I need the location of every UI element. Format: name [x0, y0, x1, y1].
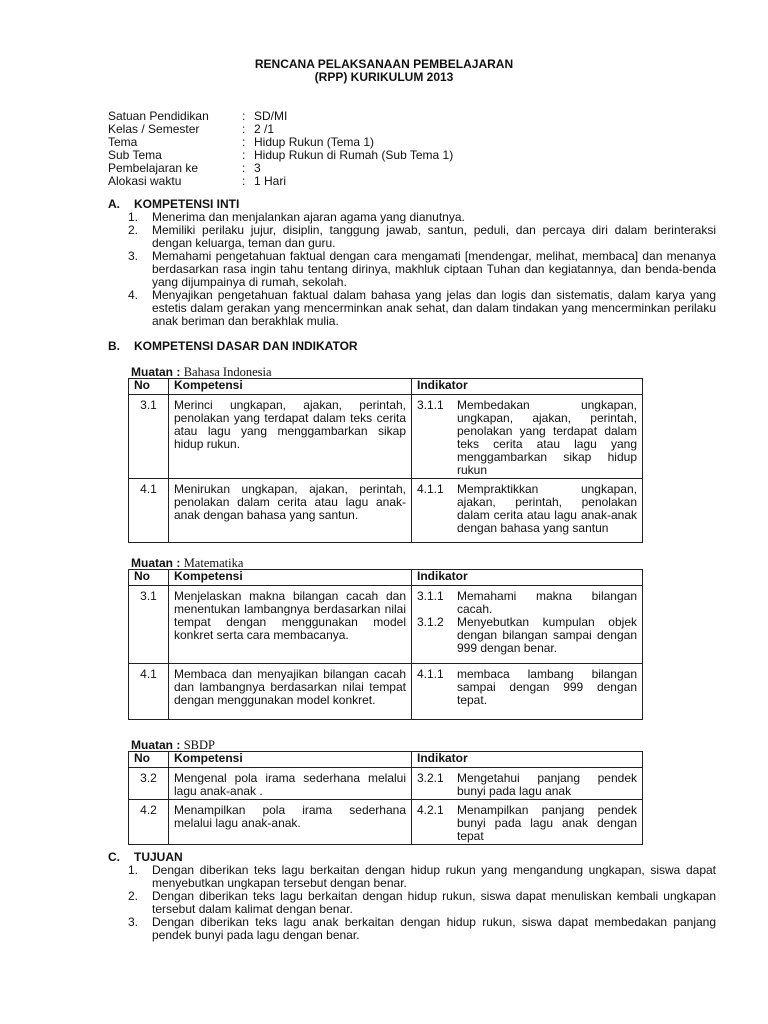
col-ind-header: Indikator	[412, 752, 643, 768]
col-no-header: No	[129, 379, 169, 395]
muatan-label: Muatan : Bahasa Indonesia	[131, 365, 272, 379]
muatan-label: Muatan : SBDP	[131, 738, 215, 752]
list-item: 3. Memahami pengetahuan faktual dengan cara mengamati [mendengar, melihat, membaca] dan menanya berdasarkan rasa ingin tahu tentang dirinya, makhluk ciptaan Tuhan dan kegiatannya, dan benda-benda yang dijumpainya di rumah, sekolah.	[128, 249, 716, 289]
identity-block	[108, 110, 453, 188]
kd-table-matematika	[128, 569, 643, 720]
identity-row: Sub Tema : Hidup Rukun di Rumah (Sub Tema 1)	[108, 148, 454, 162]
identity-row: Tema : Hidup Rukun (Tema 1)	[108, 135, 375, 149]
table-header-row	[129, 379, 643, 395]
identity-row: Satuan Pendidikan : SD/MI	[108, 109, 288, 123]
col-komp-header: Kompetensi	[169, 752, 412, 768]
col-ind-header: Indikator	[412, 570, 643, 586]
col-no-header: No	[129, 570, 169, 586]
list-item: 1. Menerima dan menjalankan ajaran agama yang dianutnya.	[128, 210, 465, 224]
identity-row: Pembelajaran ke : 3	[108, 161, 261, 175]
table-header-row	[129, 752, 643, 768]
document-title: RENCANA PELAKSANAAN PEMBELAJARAN	[254, 57, 514, 71]
section-a-heading: A. KOMPETENSI INTI	[108, 197, 240, 211]
col-no-header: No	[129, 752, 169, 768]
muatan-label: Muatan : Matematika	[131, 556, 244, 570]
list-item: 3. Dengan diberikan teks lagu anak berkaitan dengan hidup rukun, siswa dapat membedakan panjang pendek bunyi pada lagu dengan benar.	[128, 915, 716, 942]
identity-row: Alokasi waktu : 1 Hari	[108, 174, 287, 188]
kd-table-bahasa-indonesia	[128, 378, 643, 543]
table-row: 3.1 Merinci ungkapan, ajakan, perintah, penolakan yang terdapat dalam teks cerita atau lagu yang menggambarkan sikap hidup rukun. 3.1.1 Membedakan ungkapan, ungkapan, ajakan, perintah, penolakan yang terdapat dalam teks cerita atau lagu yang menggambarkan sikap hidup rukun	[129, 395, 643, 479]
col-komp-header: Kompetensi	[169, 379, 412, 395]
list-item: 2. Dengan diberikan teks lagu berkaitan dengan hidup rukun, siswa dapat menuliskan kembali ungkapan tersebut dalam kalimat dengan benar.	[128, 889, 716, 916]
table-row: 4.2 Menampilkan pola irama sederhana melalui lagu anak-anak. 4.2.1 Menampilkan panjang pendek bunyi pada lagu anak dengan tepat	[129, 800, 643, 845]
document-subtitle: (RPP) KURIKULUM 2013	[314, 70, 454, 84]
list-item: 4. Menyajikan pengetahuan faktual dalam bahasa yang jelas dan logis dan sistematis, dalam karya yang estetis dalam gerakan yang mencerminkan anak sehat, dan dalam tindakan yang mencerminkan perilaku anak beriman dan berakhlak mulia.	[128, 288, 716, 328]
table-row: 3.2 Mengenal pola irama sederhana melalui lagu anak-anak . 3.2.1 Mengetahui panjang pendek bunyi pada lagu anak	[129, 768, 643, 800]
section-a-list	[128, 211, 716, 328]
section-c-list	[128, 864, 716, 942]
list-item: 2. Memiliki perilaku jujur, disiplin, tanggung jawab, santun, peduli, dan percaya diri dalam berinteraksi dengan keluarga, teman dan guru.	[128, 223, 716, 250]
list-item: 1. Dengan diberikan teks lagu berkaitan dengan hidup rukun yang mengandung ungkapan, siswa dapat menyebutkan ungkapan tersebut dengan benar.	[128, 863, 716, 890]
table-header-row	[129, 570, 643, 586]
table-row: 3.1 Menjelaskan makna bilangan cacah dan menentukan lambangnya berdasarkan nilai tempat dengan menggunakan model konkret serta cara membacanya. 3.1.1 Memahami makna bilangan cacah. 3.1.2 Menyebutkan kumpulan objek dengan bilangan sampai dengan 999 dengan benar.	[129, 586, 643, 664]
table-row: 4.1 Membaca dan menyajikan bilangan cacah dan lambangnya berdasarkan nilai tempat dengan menggunakan model konkret. 4.1.1 membaca lambang bilangan sampai dengan 999 dengan tepat.	[129, 664, 643, 720]
identity-row: Kelas / Semester : 2 /1	[108, 122, 275, 136]
section-b-heading: B. KOMPETENSI DASAR DAN INDIKATOR	[108, 339, 358, 353]
section-c-heading: C. TUJUAN	[108, 850, 183, 864]
col-ind-header: Indikator	[412, 379, 643, 395]
table-row: 4.1 Menirukan ungkapan, ajakan, perintah, penolakan dalam cerita atau lagu anak-anak dengan bahasa yang santun. 4.1.1 Mempraktikkan ungkapan, ajakan, perintah, penolakan dalam cerita atau lagu anak-anak dengan bahasa yang santun	[129, 479, 643, 543]
kd-table-sbdp	[128, 751, 643, 845]
col-komp-header: Kompetensi	[169, 570, 412, 586]
